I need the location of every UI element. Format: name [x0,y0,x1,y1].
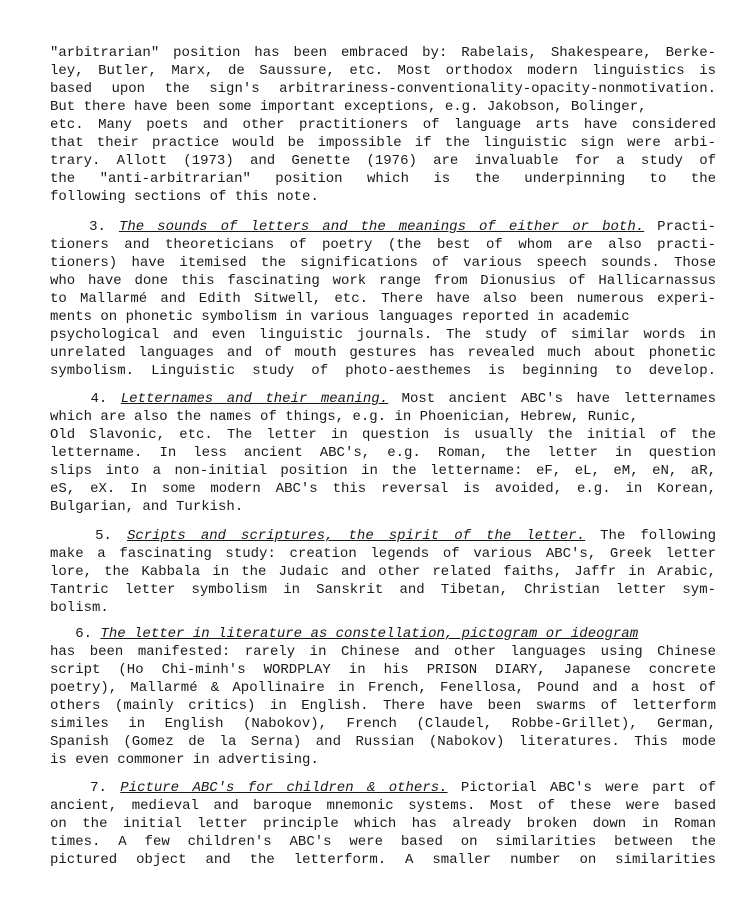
text-line [50,326,716,344]
text-line [50,733,716,751]
text-line [50,236,716,254]
text-line [50,390,716,408]
text-line [50,444,716,462]
line-text: to Mallarmé and Edith Sitwell, etc. There have also been numerous experi- [50,291,716,307]
line-text: Pictorial ABC's were part of [447,780,716,796]
line-text: "arbitrarian" position has been embraced by: Rabelais, Shakespeare, Berke- [50,45,716,61]
text-line [50,254,716,272]
line-text: pictured object and the letterform. A smaller number on similarities [50,852,716,868]
text-line [50,426,716,444]
line-text: Most ancient ABC's have letternames [388,391,716,407]
text-line [50,697,716,715]
text-line [50,170,716,188]
line-text: that their practice would be impossible if the linguistic sign were arbi- [50,135,716,151]
section-number: 7. [50,780,121,796]
text-line [50,563,716,581]
line-text: the "anti-arbitrarian" position which is the underpinning to the [50,171,716,187]
text-line [50,527,716,545]
line-text: ley, Butler, Marx, de Saussure, etc. Most orthodox modern linguistics is [50,63,716,79]
text-line [50,272,716,290]
text-line [50,833,716,851]
line-text: tioners) have itemised the significations of various speech sounds. Those [50,255,716,271]
section-heading: The sounds of letters and the meanings of either or both. [118,219,645,235]
line-text: poetry), Mallarmé & Apollinaire in French, Fenellosa, Pound and a host of [50,680,716,696]
line-text: lore, the Kabbala in the Judaic and other related faiths, Jaffr in Arabic, [50,564,716,580]
line-text: Spanish (Gomez de la Serna) and Russian (Nabokov) literatures. This mode [50,734,716,750]
line-text: on the initial letter principle which has already broken down in Roman [50,816,716,832]
section-number: 6. [50,626,101,642]
section-number: 5. [50,528,127,544]
text-line [50,290,716,308]
text-line [50,625,716,643]
line-text: unrelated languages and of mouth gestures has revealed much about phonetic [50,345,716,361]
line-text: Old Slavonic, etc. The letter in question is usually the initial of the [50,427,716,443]
line-text: trary. Allott (1973) and Genette (1976) are invaluable for a study of [50,153,716,169]
line-text: based upon the sign's arbitrariness-conventionality-opacity-nonmotivation. [50,81,716,97]
section-heading: Letternames and their meaning. [120,391,389,407]
line-text: which are also the names of things, e.g. in Phoenician, Hebrew, Runic, [50,409,639,425]
section-number: 3. [50,219,119,235]
text-line [50,815,716,833]
line-text: psychological and even linguistic journals. The study of similar words in [50,327,716,343]
section-heading: Picture ABC's for children & others. [120,780,448,796]
text-line [50,797,716,815]
text-line [50,308,716,326]
line-text: lettername. In less ancient ABC's, e.g. Roman, the letter in question [50,445,716,461]
text-line [50,98,716,116]
text-line [50,498,716,516]
line-text: similes in English (Nabokov), French (Claudel, Robbe-Grillet), German, [50,716,716,732]
text-line [50,134,716,152]
line-text: symbolism. Linguistic study of photo-aesthemes is beginning to develop. [50,363,716,379]
text-line [50,545,716,563]
text-line [50,715,716,733]
text-line [50,581,716,599]
text-line [50,44,716,62]
text-line [50,462,716,480]
line-text: has been manifested: rarely in Chinese and other languages using Chinese [50,644,716,660]
line-text: Bulgarian, and Turkish. [50,499,244,515]
line-text: tioners and theoreticians of poetry (the best of whom are also practi- [50,237,716,253]
line-text: Practi- [644,219,716,235]
line-text: following sections of this note. [50,189,319,205]
line-text: ancient, medieval and baroque mnemonic systems. Most of these were based [50,798,716,814]
text-line [50,751,716,769]
line-text: script (Ho Chi-minh's WORDPLAY in his PRISON DIARY, Japanese concrete [50,662,716,678]
section-number: 4. [50,391,121,407]
section-heading: The letter in literature as constellation, pictogram or ideogram [100,626,639,642]
text-line [50,362,716,380]
text-line [50,188,716,206]
line-text: etc. Many poets and other practitioners of language arts have considered [50,117,716,133]
text-line [50,851,716,869]
text-line [50,599,716,617]
line-text: slips into a non-initial position in the lettername: eF, eL, eM, eN, aR, [50,463,716,479]
line-text: bolism. [50,600,109,616]
line-text: ments on phonetic symbolism in various languages reported in academic [50,309,630,325]
text-line [50,218,716,236]
line-text: Tantric letter symbolism in Sanskrit and Tibetan, Christian letter sym- [50,582,716,598]
text-line [50,152,716,170]
line-text: who have done this fascinating work range from Dionusius of Hallicarnassus [50,273,716,289]
line-text: The following [585,528,716,544]
line-text: times. A few children's ABC's were based on similarities between the [50,834,716,850]
line-text: But there have been some important exceptions, e.g. Jakobson, Bolinger, [50,99,647,115]
text-line [50,480,716,498]
line-text: others (mainly critics) in English. There have been swarms of letterform [50,698,716,714]
line-text: is even commoner in advertising. [50,752,319,768]
text-line [50,679,716,697]
section-heading: Scripts and scriptures, the spirit of the letter. [126,528,586,544]
text-line [50,661,716,679]
text-line [50,62,716,80]
line-text: make a fascinating study: creation legends of various ABC's, Greek letter [50,546,716,562]
text-line [50,643,716,661]
text-line [50,408,716,426]
text-line [50,80,716,98]
line-text: eS, eX. In some modern ABC's this reversal is avoided, e.g. in Korean, [50,481,716,497]
text-line [50,116,716,134]
text-line [50,779,716,797]
text-line [50,344,716,362]
